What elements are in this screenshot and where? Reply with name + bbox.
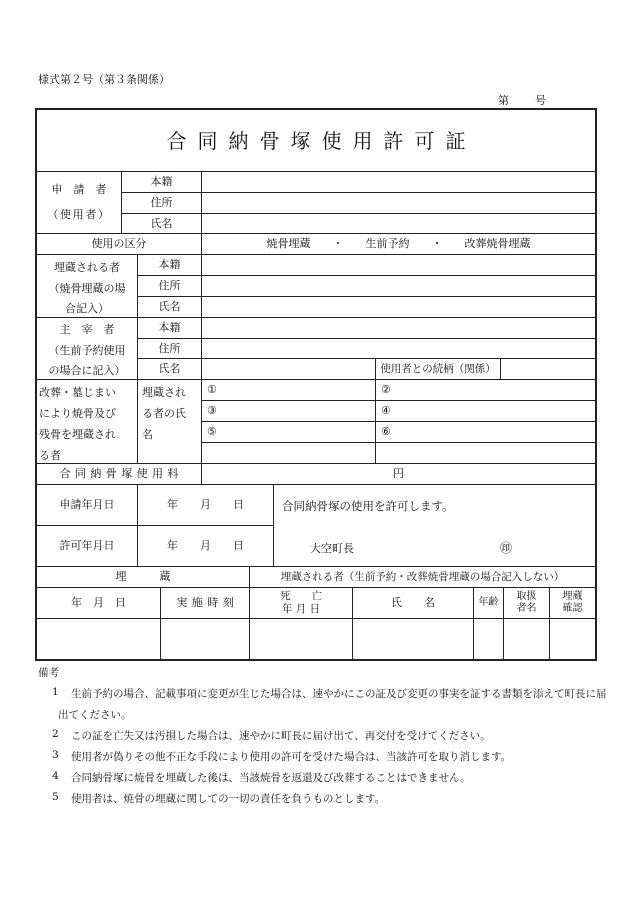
buried-label-line3: 合記入）	[65, 302, 109, 315]
remark-5-num: 5	[52, 791, 59, 803]
reburial-name-4[interactable]: ④	[381, 404, 391, 418]
remark-1-num: 1	[52, 686, 59, 698]
chief-shimei-label: 氏名	[158, 362, 181, 376]
apply-date-value[interactable]: 年 月 日	[167, 498, 244, 512]
col-death-date-line1: 死 亡	[280, 590, 322, 603]
applicant-label-line2: （使用者）	[47, 208, 111, 221]
applicant-honseki-field[interactable]	[202, 172, 595, 192]
burial-row-name[interactable]	[353, 619, 473, 659]
remark-3-text: 使用者が偽りその他不正な手段により使用の許可を受けた場合は、当該許可を取り消します。	[71, 751, 512, 763]
buried-shimei-field[interactable]	[202, 297, 595, 317]
col-handler-line1: 取扱	[516, 591, 537, 602]
applicant-jusho-label: 住所	[150, 196, 173, 210]
fee-label: 合同納骨塚使用料	[59, 467, 183, 481]
remark-2-num: 2	[52, 728, 59, 740]
buried-honseki-field[interactable]	[202, 255, 595, 275]
reburial-label-line3: 残骨を埋蔵され	[39, 428, 116, 441]
page-title: 合同納骨塚使用許可証	[166, 128, 477, 153]
col-death-date-line2: 年 月 日	[281, 603, 321, 615]
remark-4-num: 4	[52, 770, 59, 782]
number-dai: 第	[498, 94, 509, 107]
remark-5-text: 使用者は、焼骨の埋蔵に関しての一切の責任を負うものとします。	[71, 793, 386, 805]
chief-label-line1: 主 宰 者	[59, 323, 115, 336]
remark-1-text: 生前予約の場合、記載事項に変更が生じた場合は、速やかにこの証及び変更の事実を証する書類を添えて町長に届	[71, 688, 607, 700]
burial-row-confirm[interactable]	[550, 619, 595, 659]
remarks-heading: 備考	[38, 667, 59, 679]
reburial-name-label-line1: 埋蔵され	[142, 386, 186, 399]
col-exec-time: 実施時刻	[176, 596, 238, 610]
burial-row-death[interactable]	[250, 619, 352, 659]
remark-2-text: この証を亡失又は汚損した場合は、速やかに町長に届け出て、再交付を受けてください。	[71, 730, 491, 742]
chief-jusho-field[interactable]	[202, 339, 595, 358]
reburial-label-line4: る者	[39, 449, 61, 462]
buried-jusho-field[interactable]	[202, 276, 595, 296]
permit-statement: 合同納骨塚の使用を許可します。	[282, 499, 454, 513]
mayor-name: 大空町長	[310, 542, 354, 555]
applicant-label	[37, 172, 121, 233]
col-confirm-line2: 確認	[562, 603, 583, 614]
chief-label-line3: の場合に記入）	[48, 364, 126, 377]
col-name: 氏 名	[391, 596, 435, 610]
chief-jusho-label: 住所	[158, 341, 181, 355]
col-date: 年 月 日	[71, 596, 126, 610]
applicant-jusho-field[interactable]	[202, 193, 595, 213]
reburial-name-3[interactable]: ③	[207, 404, 217, 418]
chief-label	[37, 318, 137, 379]
applicant-honseki-label: 本籍	[150, 175, 173, 189]
reburial-name-2[interactable]: ②	[381, 383, 391, 397]
burial-row-date[interactable]	[37, 619, 160, 659]
chief-label-line2: （生前予約使用	[48, 344, 126, 357]
chief-relation-field[interactable]	[501, 359, 595, 379]
buried-label-line2: （焼骨埋蔵の場	[48, 282, 126, 295]
chief-relation-label: 使用者との続柄（関係）	[380, 362, 496, 375]
col-handler	[504, 588, 549, 618]
applicant-shimei-field[interactable]	[202, 214, 595, 233]
permit-date-label: 許可年月日	[59, 539, 115, 553]
burial-row-exec[interactable]	[161, 619, 249, 659]
burial-row-handler[interactable]	[504, 619, 549, 659]
reburial-label-line1: 改葬・墓じまい	[39, 386, 116, 399]
chief-honseki-field[interactable]	[202, 318, 595, 338]
burial-header-right: 埋蔵される者（生前予約・改葬焼骨埋蔵の場合記入しない）	[280, 570, 565, 583]
burial-row-age[interactable]	[474, 619, 503, 659]
reburial-label-line2: により焼骨及び	[39, 407, 116, 420]
col-age: 年齢	[478, 597, 499, 608]
chief-honseki-label: 本籍	[158, 321, 181, 335]
buried-label-line1: 埋蔵される者	[54, 261, 120, 274]
burial-header-left: 埋 蔵	[115, 570, 171, 584]
apply-date-label: 申請年月日	[59, 498, 115, 512]
buried-label	[37, 255, 137, 317]
fee-yen: 円	[393, 467, 404, 481]
chief-shimei-field[interactable]	[202, 359, 375, 379]
buried-shimei-label: 氏名	[158, 300, 181, 314]
applicant-label-line1: 申 請 者	[51, 183, 107, 196]
remark-3-num: 3	[52, 749, 59, 761]
col-handler-line2: 者名	[516, 603, 537, 614]
permit-date-value[interactable]: 年 月 日	[167, 539, 244, 553]
col-confirm	[550, 588, 595, 618]
col-confirm-line1: 埋蔵	[562, 591, 583, 602]
reburial-name-5[interactable]: ⑤	[207, 425, 217, 439]
usage-options[interactable]: 焼骨埋蔵 ・ 生前予約 ・ 改葬焼骨埋蔵	[266, 237, 531, 251]
reburial-name-1[interactable]: ①	[207, 383, 217, 397]
reburial-label	[39, 380, 137, 463]
col-death-date	[250, 588, 352, 618]
reburial-name-label	[142, 380, 200, 463]
buried-honseki-label: 本籍	[158, 258, 181, 272]
applicant-shimei-label: 氏名	[150, 216, 173, 230]
reburial-name-label-line3: 名	[142, 428, 153, 441]
remark-1-text-cont: 出てください。	[58, 709, 132, 721]
reburial-name-label-line2: る者の氏	[142, 407, 186, 420]
remark-4-text: 合同納骨塚に焼骨を埋蔵した後は、当該焼骨を返還及び改葬することはできません。	[71, 772, 471, 784]
reburial-name-6[interactable]: ⑥	[381, 425, 391, 439]
buried-jusho-label: 住所	[158, 279, 181, 293]
form-number: 様式第２号（第３条関係）	[38, 73, 170, 86]
number-go: 号	[535, 94, 546, 107]
seal-mark: ㊞	[500, 541, 513, 555]
usage-label: 使用の区分	[91, 237, 147, 251]
